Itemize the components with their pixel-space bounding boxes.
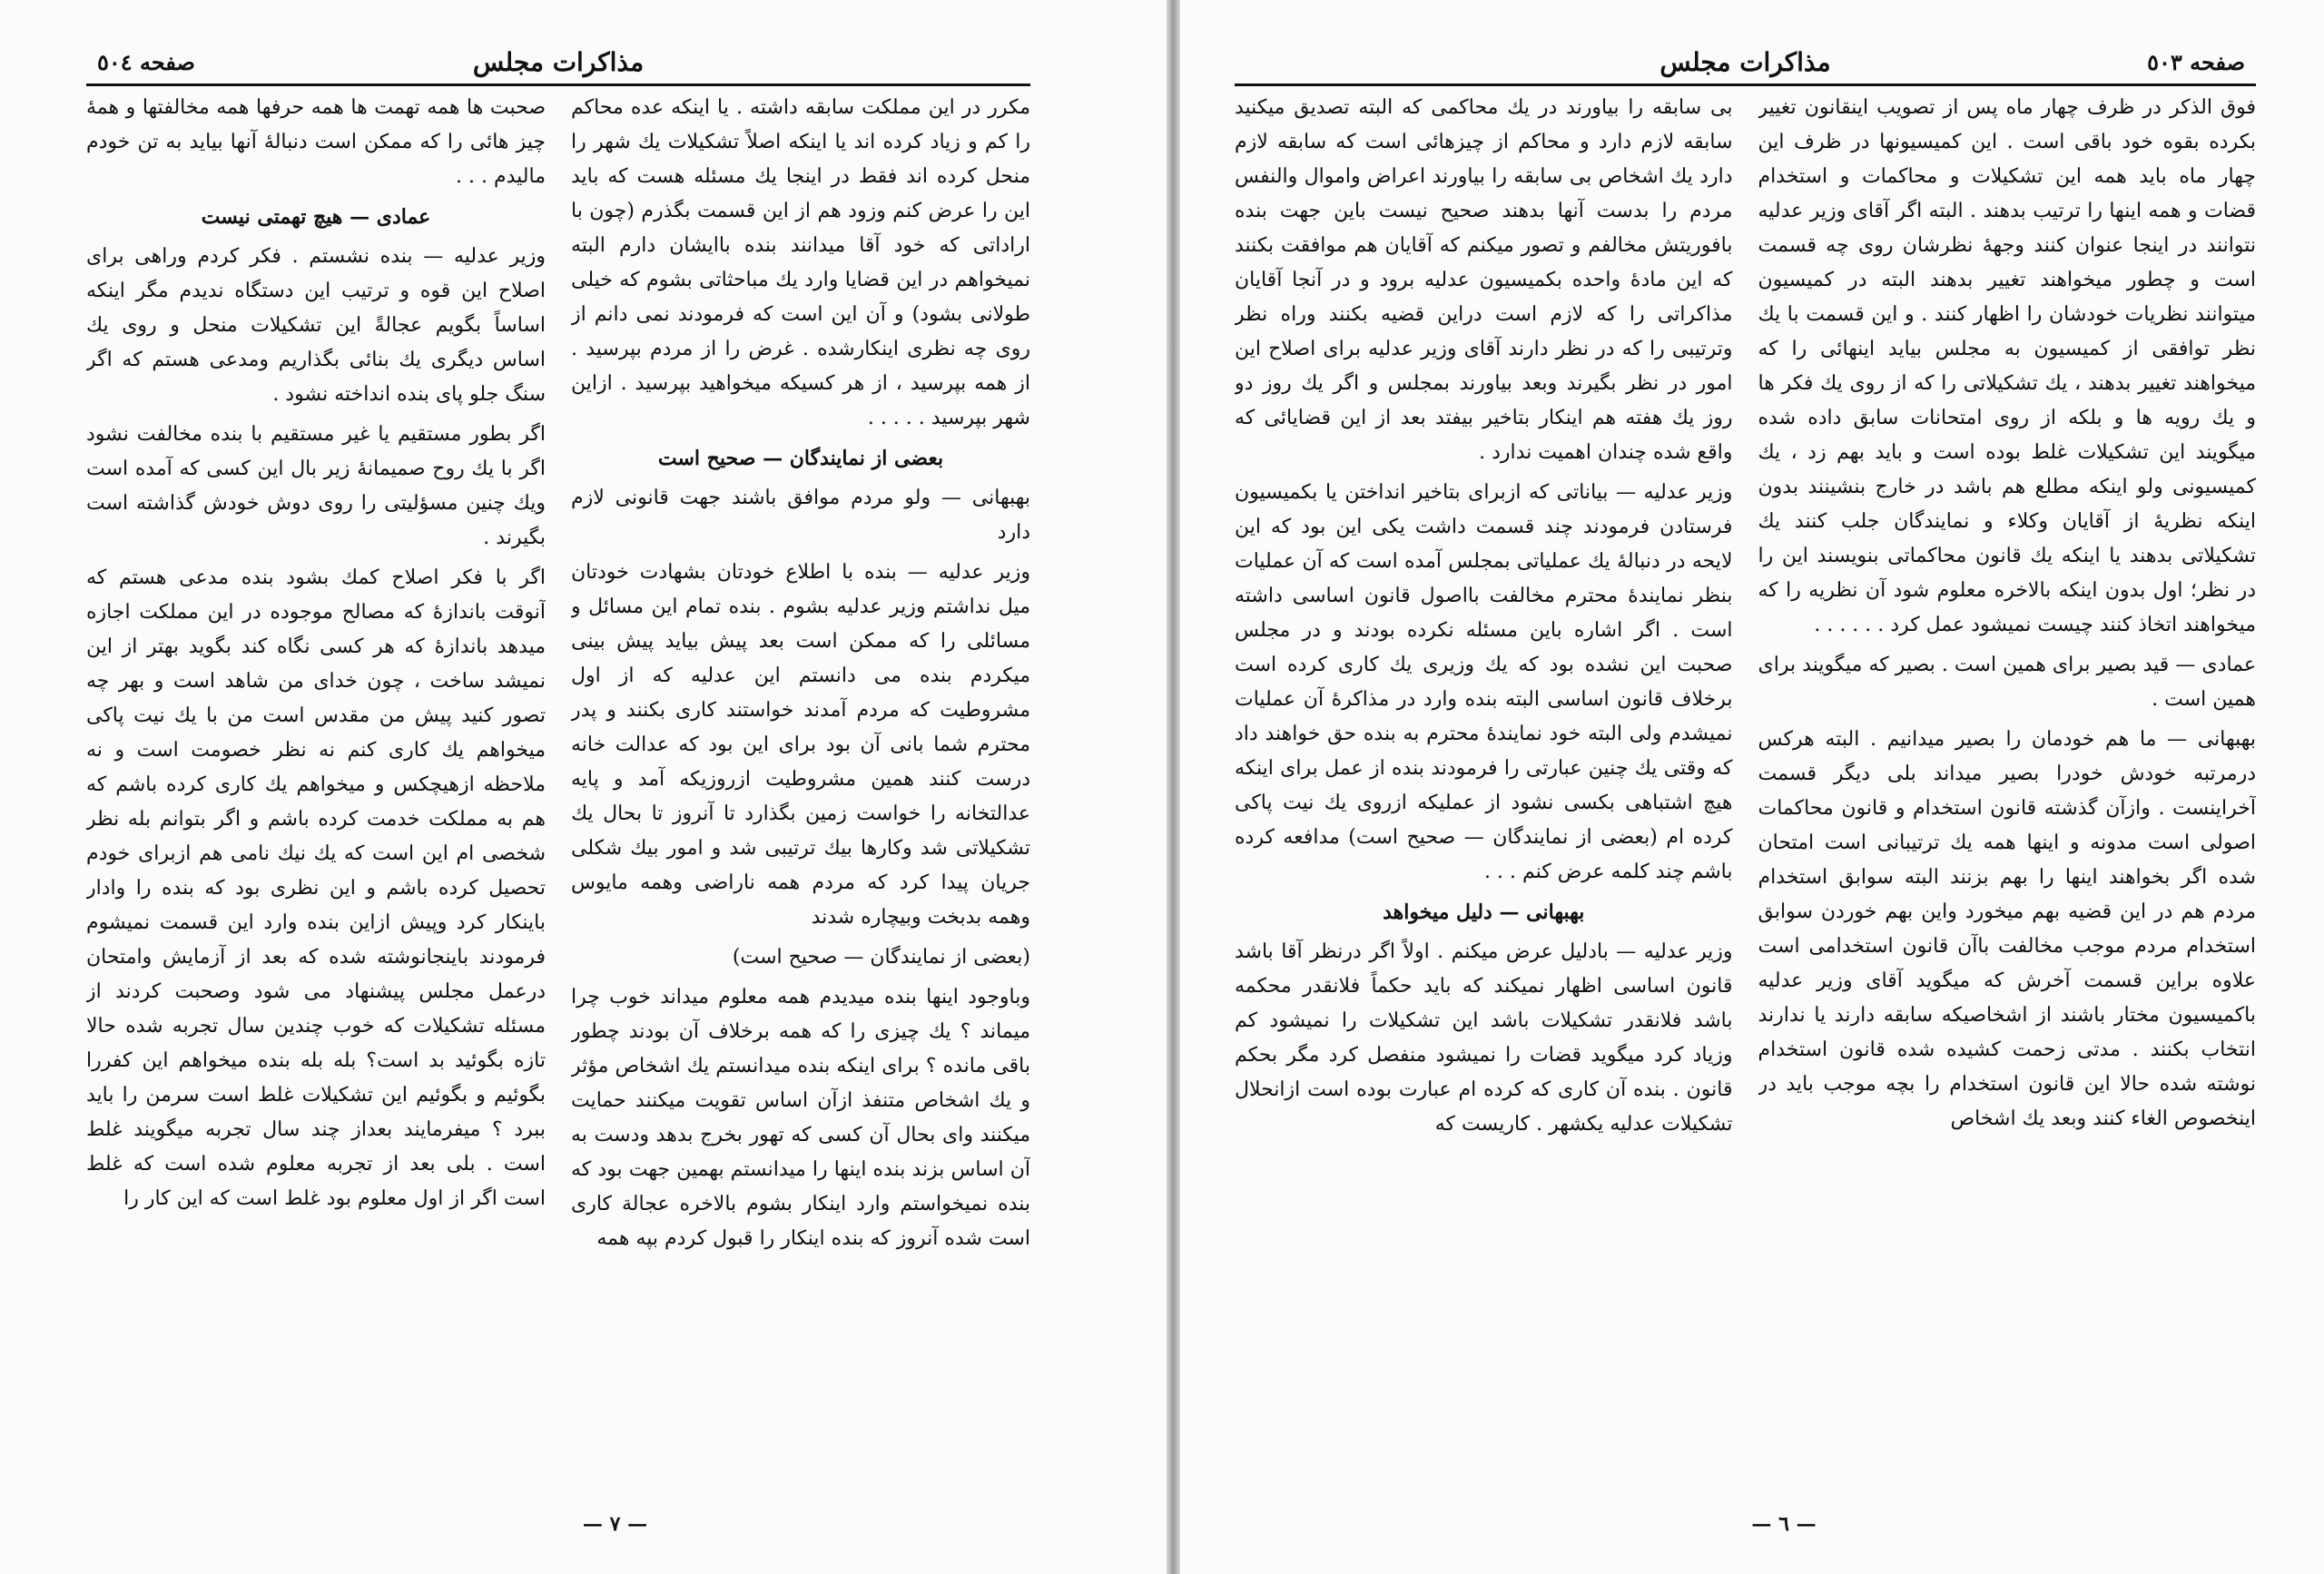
paragraph: بهبهانی — ولو مردم موافق باشند جهت قانونی لازم دارد: [571, 487, 1030, 544]
paragraph: عمادی — قید بصیر برای همین است . بصیر که میگویند برای همین است .: [1758, 654, 2256, 711]
paragraph: اگر با فکر اصلاح کمك بشود بنده مدعی هستم که آنوقت باندازهٔ که مصالح موجوده در این مملکت اجازه میدهد باندازهٔ که هر کسی نگاه کند بگوید بهتر از این نمیشد ساخت ، چون خدای من شاهد است و بهر چه تصور کنید پیش من مقدس است من با یك نیت پاکی میخواهم یك کاری کنم نه نظر خصومت است و نه ملاحظه ازهیچکس و میخواهم یك کاری کرده باشم که هم به مملکت خدمت کرده باشم و اگر بتوانم بله نظر شخصی ام این است که یك نیك نامی هم ازبرای خودم تحصیل کرده باشم و این نظری بود که بنده را وادار باینکار کرد وپیش ازاین بنده وارد این قسمت نمیشوم فرمودند باینجانوشته شده که بعد از آزمایش وامتحان درعمل مجلس پیشنهاد می شود وصحبت کردند از مسئله تشکیلات که خوب چندین سال تجربه شده حالا تازه بگوئید بد است؟ بله بله بنده میخواهم این کفررا بگوئیم و بگوئیم این تشکیلات غلط است سرمن را باید ببرد ؟ میفرمایند بعداز چند سال تجربه میگویند غلط است . بلی بعد از تجربه معلوم شده است که غلط است اگر از اول معلوم بود غلط است که این کار را: [86, 566, 546, 1210]
left-page-header: [86, 44, 1030, 86]
paragraph: وزیر عدلیه — بنده با اطلاع خودتان بشهادت خودتان میل نداشتم وزیر عدلیه بشوم . بنده تمام این مسائل و مسائلی را که ممکن است بعد پیش بیاید پیش بینی میکردم بنده می دانستم این عدلیه که از اول مشروطیت که مردم آمدند خواستند کاری بکنند و پدر محترم شما بانی آن بود برای این بود که عدالت خانه درست کنند همین مشروطیت ازروزیکه آمد و پایه عدالتخانه را خواست زمین بگذارد تا آنروز تا بحال یك تشکیلاتی شد وکارها بیك ترتیبی شد و امور بیك شکلی جریان پیدا کرد که مردم همه ناراضی وهمه مایوس وهمه بدبخت وبیچاره شدند: [571, 561, 1030, 929]
left-page-footer: — ٧ —: [582, 1512, 648, 1536]
speaker-line: بعضی از نمایندگان — صحیح است: [657, 447, 944, 470]
paragraph: وزیر عدلیه — بیاناتی که ازبرای بتاخیر انداختن یا بکمیسیون فرستادن فرمودند چند قسمت داشت یکی این بود که این لایحه در دنبالهٔ یك عملیاتی بمجلس آمده است که آن عملیات بنظر نمایندهٔ محترم مخالفت بااصول قانون اساسی داشته است . اگر اشاره باین مسئله نکرده بودند و در مجلس صحبت این نشده بود که یك وزیری یك کاری کرده است برخلاف قانون اساسی البته بنده وارد در مذاکرهٔ آن عملیات نمیشدم ولی البته خود نمایندهٔ محترم به بنده حق خواهند داد که وقتی یك چنین عبارتی را فرمودند بنده از عمل برای اینکه هیچ اشتباهی بکسی نشود از عملیکه ازروی یك نیت پاکی کرده ام (بعضی از نمایندگان — صحیح است) مدافعه کرده باشم چند کلمه عرض کنم . . .: [1235, 481, 1733, 883]
right-page-number: صفحه ٥٠٣: [2147, 49, 2245, 75]
left-page-columns: [86, 91, 1030, 1492]
left-page-column-left: [86, 91, 546, 1492]
paragraph: اگر بطور مستقیم یا غیر مستقیم با بنده مخالفت نشود اگر با یك روح صمیمانهٔ زیر بال این کسی که آمده است ویك چنین مسؤلیتی را روی دوش خودش گذاشته است بگیرند .: [86, 423, 546, 549]
book-gutter: [1167, 0, 1180, 1574]
speaker-line: بهبهانی — دلیل میخواهد: [1383, 900, 1585, 924]
paragraph: بی سابقه را بیاورند در یك محاکمی که البته تصدیق میکنید سابقه لازم دارد و محاکم از چیزهائی است که سابقه لازم دارد یك اشخاص بی سابقه را بیاورند اعراض واموال والنفس مردم را بدست آنها بدهند صحیح نیست باین جهت بنده بافوریتش مخالفم و تصور میکنم که آقایان هم موافقت بکنند که این مادهٔ واحده بکمیسیون عدلیه برود و در آنجا آقایان مذاکراتی را که لازم است دراین قضیه بکنند وراه نظر وترتیبی را که در نظر دارند آقای وزیر عدلیه برای اصلاح این امور در نظر بگیرند وبعد بیاورند بمجلس و اگر یك روز دو روز یك هفته هم اینکار بتاخیر بیفتد بعد از این قضایائی که واقع شده چندان اهمیت ندارد .: [1235, 96, 1733, 464]
right-page-footer: — ٦ —: [1751, 1512, 1817, 1536]
paragraph: صحبت ها همه تهمت ها همه حرفها همه مخالفتها و همهٔ چیز هائی را که ممکن است دنبالهٔ آنها بیاید به تن خودم مالیدم . . .: [86, 96, 546, 188]
paragraph: (بعضی از نمایندگان — صحیح است): [732, 946, 1030, 969]
paragraph: وزیر عدلیه — بنده نشستم . فکر کردم وراهی برای اصلاح این قوه و ترتیب این دستگاه ندیدم مگر اینکه اساساً بگویم عجالةً این تشکیلات منحل و روی یك اساس دیگری یك بنائی بگذاریم ومدعی هستم که اگر سنگ جلو پای بنده انداخته نشود .: [86, 245, 546, 406]
speaker-line: عمادی — هیچ تهمتی نیست: [201, 205, 431, 229]
right-page-column-right: [1758, 91, 2257, 1492]
paragraph: مکرر در این مملکت سابقه داشته . یا اینکه عده محاکم را کم و زیاد کرده اند یا اینکه اصلاً تشکیلات یك شهر را منحل کرده اند فقط در اینجا یك مسئله هست که باید این را عرض کنم وزود هم از این قسمت بگذرم (چون با اراداتی که خود آقا میدانند بنده باایشان دارم البته نمیخواهم در این قضایا وارد یك مباحثاتی بشوم که خیلی طولانی بشود) و آن این است که فرمودند نمی دانم از روی چه نظری اینکارشده . غرض را از مردم بپرسید . از همه بپرسید ، از هر کسیکه میخواهید بپرسید . ازاین شهر بپرسید . . . . .: [571, 96, 1030, 429]
left-page-column-right: [571, 91, 1030, 1492]
right-page-columns: [1235, 91, 2256, 1492]
paragraph: وزیر عدلیه — بادلیل عرض میکنم . اولاً اگر درنظر آقا باشد قانون اساسی اظهار نمیکند که باید حکماً فلانقدر محکمه باشد فلانقدر تشکیلات باشد این تشکیلات را نمیشود کم وزیاد کرد میگوید قضات را نمیشود منفصل کرد مگر بحکم قانون . بنده آن کاری که کرده ام عبارت بوده است ازانحلال تشکیلات عدلیه یکشهر . کاریست که: [1235, 940, 1733, 1136]
left-page-title: مذاکرات مجلس: [472, 47, 645, 77]
paragraph: بهبهانی — ما هم خودمان را بصیر میدانیم . البته هرکس درمرتبه خودش خودرا بصیر میداند بلی دیگر قسمت آخراینست . وازآن گذشته قانون استخدام و قانون محاکمات اصولی است مدونه و اینها همه یك ترتیبانی است امتحان شده اگر بخواهند اینها را بهم بزنند البته سوابق استخدام مردم هم در این قضیه بهم میخورد واین بهم خوردن سوابق استخدام مردم موجب مخالفت باآن قانون استخدامی است علاوه براین قسمت آخرش که میگوید آقای وزیر عدلیه باکمیسیون مختار باشند از اشخاصیکه سابقه دارند یا ندارند انتخاب بکنند . مدتی زحمت کشیده شده قانون استخدام نوشته شده حالا این قانون استخدام را بچه موجب باید در اینخصوص الغاء کنند وبعد یك اشخاص: [1758, 728, 2256, 1130]
right-page-column-left: [1235, 91, 1733, 1492]
paragraph: فوق الذکر در ظرف چهار ماه پس از تصویب اینقانون تغییر بکرده بقوه خود باقی است . این کمیسیونها در ظرف این چهار ماه باید همه این تشکیلات و محاکمات و استخدام قضات و همه اینها را ترتیب بدهند . البته اگر آقای وزیر عدلیه نتوانند در اینجا عنوان کنند وجههٔ نظرشان روی چه قسمت است و چطور میخواهند تغییر بدهند البته در کمیسیون میتوانند نظریات خودشان را اظهار کنند . و این قسمت با یك نظر توافقی از کمیسیون به مجلس بیاید اینهائی را که میخواهند تغییر بدهند ، یك تشکیلاتی را که از روی یك فکر ها و یك رویه ها و بلکه از روی امتحانات سابق داده شده میگویند این تشکیلات غلط بوده است و باید بهم زد ، یك کمیسیونی ولو اینکه مطلع هم باشد در خارج بنشینند بدون اینکه نظریهٔ از آقایان وکلاء و نمایندگان جلب کنند یك تشکیلاتی بدهند یا اینکه یك قانون محاکماتی بنویسند این را در نظر؛ اول بدون اینکه بالاخره معلوم شود آن نظریه را که میخواهند اتخاذ کنند چیست نمیشود عمل کرد . . . . . .: [1758, 96, 2256, 636]
paragraph: وباوجود اینها بنده میدیدم همه معلوم میداند خوب چرا میماند ؟ یك چیزی را که همه برخلاف آن بودند چطور باقی مانده ؟ برای اینکه بنده میدانستم یك اشخاص مؤثر و یك اشخاص متنفذ ازآن اساس تقویت میکنند حمایت میکنند وای بحال آن کسی که تهور بخرج بدهد ودست به آن اساس بزند بنده اینها را میدانستم بهمین جهت بود که بنده نمیخواستم وارد اینکار بشوم بالاخره عجالة کاری است شده آنروز که بنده اینکار را قبول کردم بپه همه: [571, 986, 1030, 1250]
right-page-header: [1235, 44, 2256, 86]
right-page: [1180, 0, 2324, 1574]
right-page-title: مذاکرات مجلس: [1659, 47, 1831, 77]
left-page-number: صفحه ٥٠٤: [97, 49, 195, 75]
